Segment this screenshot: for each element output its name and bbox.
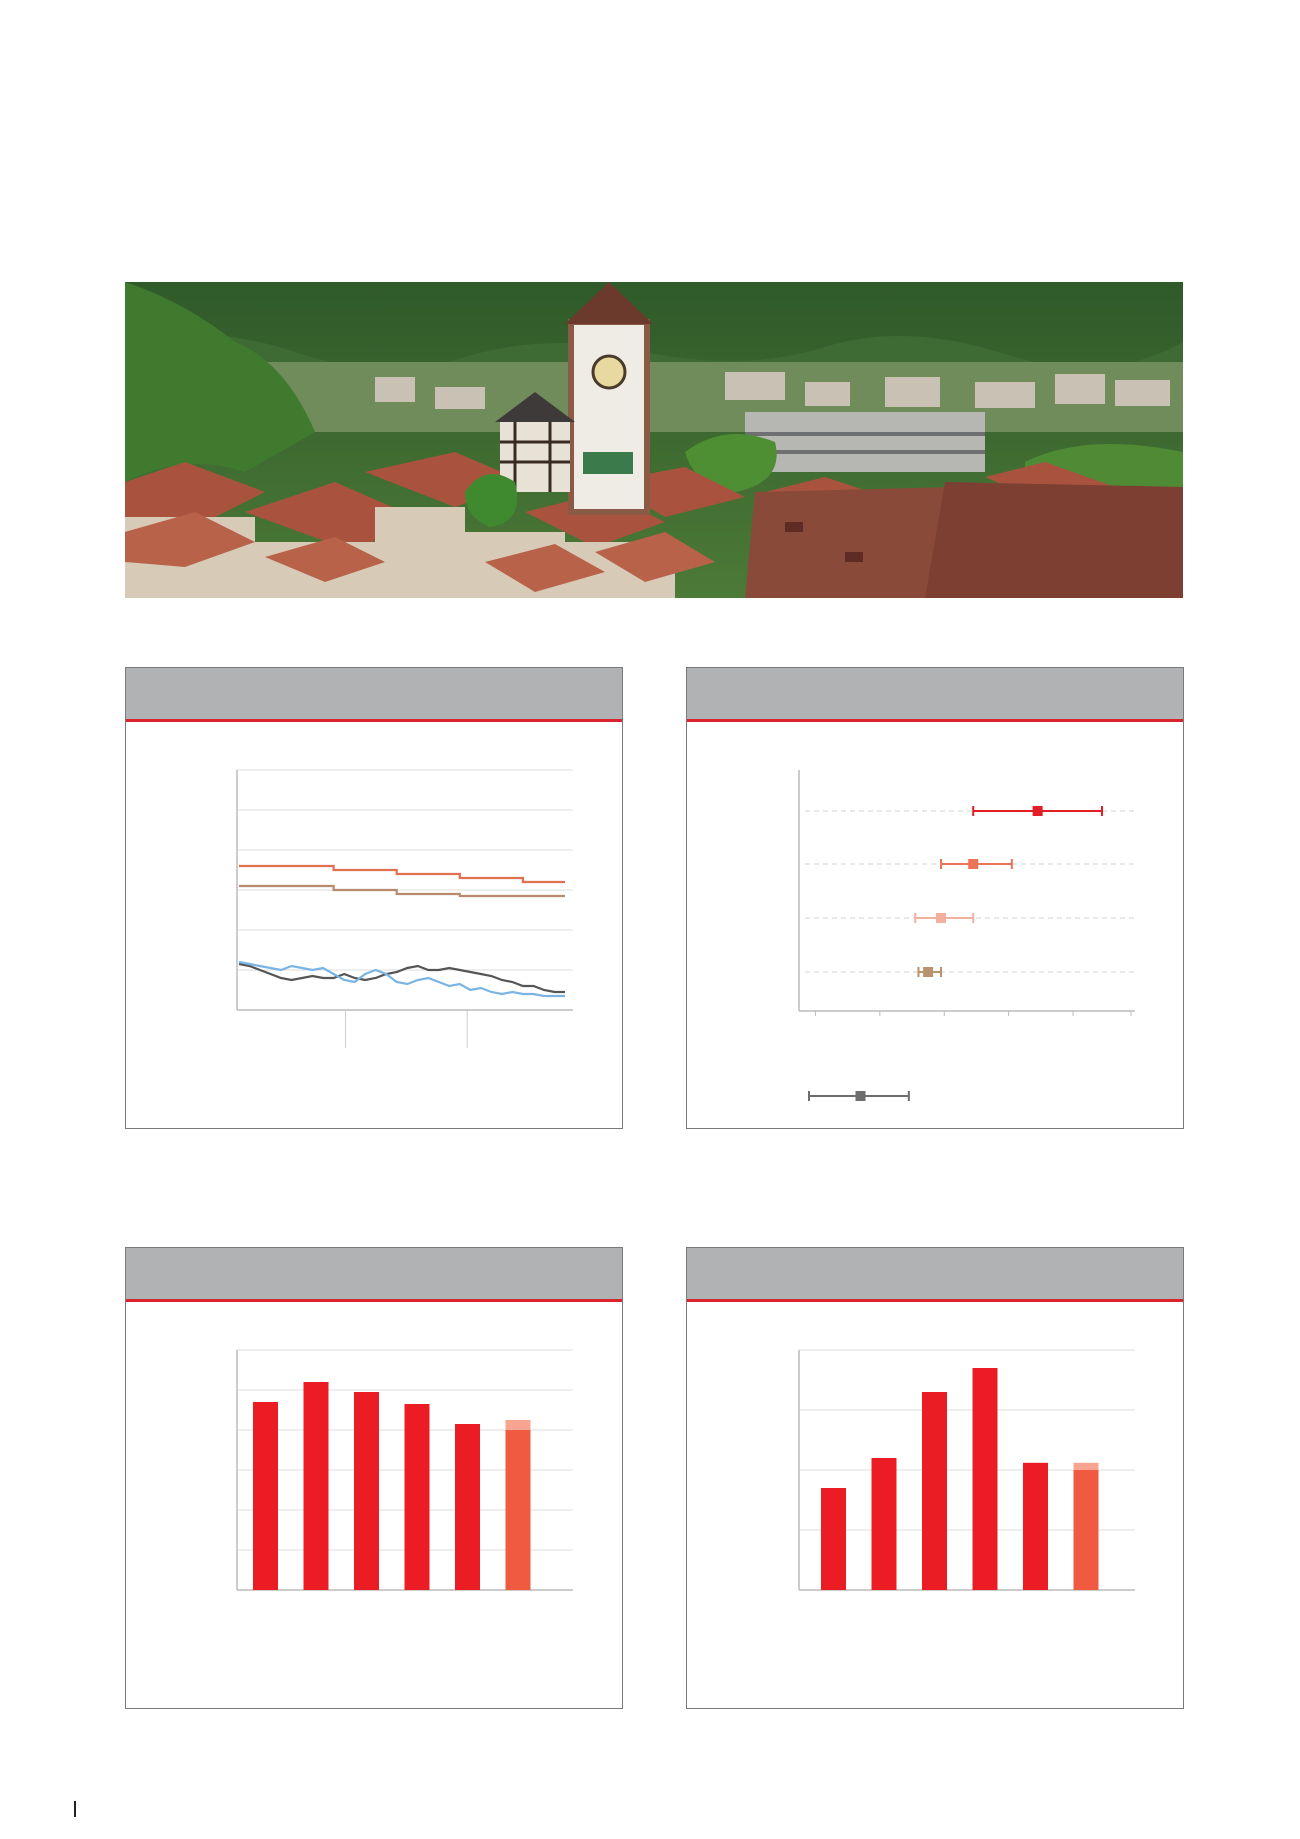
range-row-4-marker — [923, 967, 933, 977]
panel-bar-chart-2 — [686, 1247, 1184, 1709]
bar — [455, 1424, 480, 1590]
series-orange — [239, 866, 565, 882]
bar — [922, 1392, 947, 1590]
series-tan — [239, 886, 565, 896]
bar — [821, 1488, 846, 1590]
range-row-1-marker — [1033, 806, 1043, 816]
bar — [872, 1458, 897, 1590]
range-chart — [687, 668, 1185, 1130]
bar — [1074, 1470, 1099, 1590]
bar — [405, 1404, 430, 1590]
bar-chart-1 — [126, 1248, 624, 1710]
bar — [354, 1392, 379, 1590]
city-photo-illustration — [125, 282, 1183, 598]
bar — [304, 1382, 329, 1590]
range-row-2-marker — [968, 859, 978, 869]
bar-projection-cap — [1074, 1463, 1099, 1470]
legend-range-marker — [856, 1091, 866, 1101]
panel-line-chart — [125, 667, 623, 1129]
panel-range-chart — [686, 667, 1184, 1129]
bar — [253, 1402, 278, 1590]
page-number-marker — [74, 1801, 76, 1817]
panel-bar-chart-1 — [125, 1247, 623, 1709]
line-chart — [126, 668, 624, 1130]
bar — [1023, 1463, 1048, 1590]
bar — [506, 1430, 531, 1590]
bar-chart-2 — [687, 1248, 1185, 1710]
city-photo — [125, 282, 1183, 598]
range-row-3-marker — [936, 913, 946, 923]
bar-projection-cap — [506, 1420, 531, 1430]
bar — [973, 1368, 998, 1590]
